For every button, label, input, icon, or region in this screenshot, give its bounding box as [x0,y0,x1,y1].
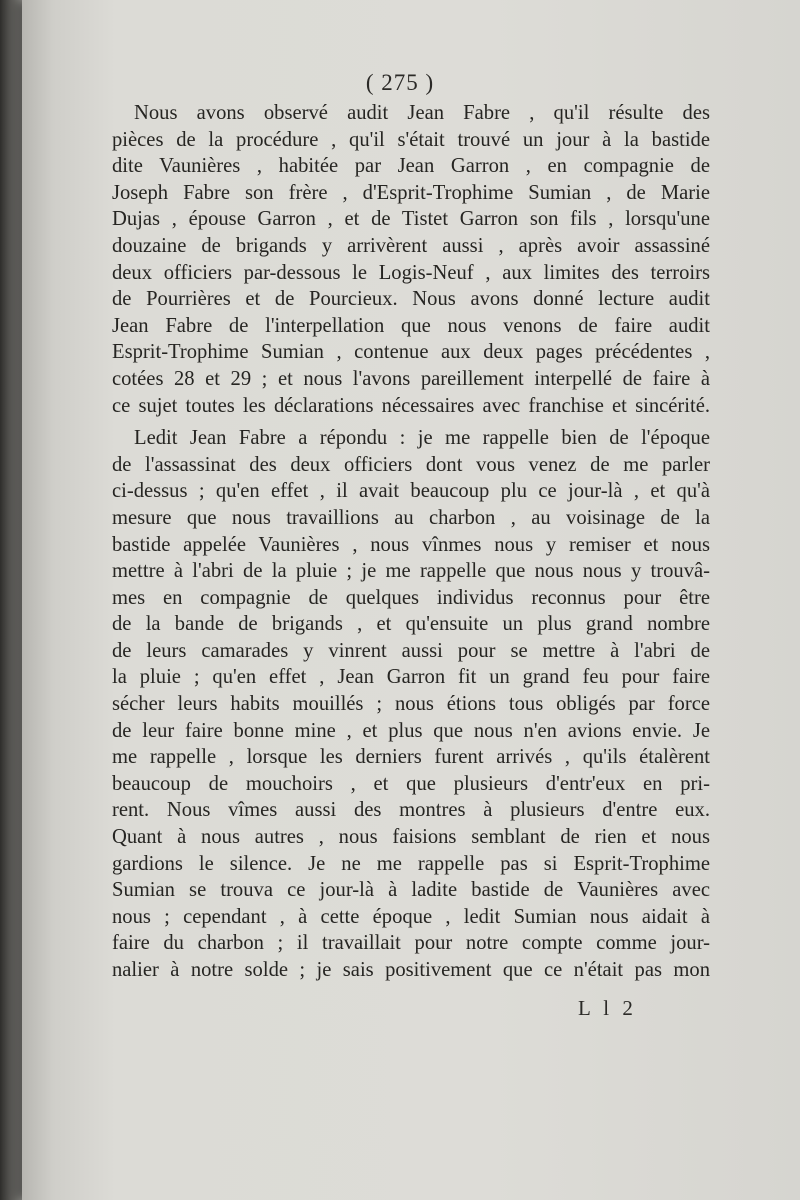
text-line: pièces de la procédure , qu'il s'était trouvé un jour à la bastide [112,128,710,151]
text-line: nous ; cependant , à cette époque , ledit Sumian nous aidait à [112,905,710,928]
text-line: Quant à nous autres , nous faisions semblant de rien et nous [112,826,710,849]
text-line: Dujas , épouse Garron , et de Tistet Garron son fils , lorsqu'une [112,208,710,231]
text-line: de leur faire bonne mine , et plus que nous n'en avions envie. Je [112,719,710,742]
text-line: douzaine de brigands y arrivèrent aussi , après avoir assassiné [112,234,710,257]
text-line: Esprit-Trophime Sumian , contenue aux deux pages précédentes , [112,341,710,364]
text-line: deux officiers par-dessous le Logis-Neuf , aux limites des terroirs [112,261,710,284]
text-line: Ledit Jean Fabre a répondu : je me rappelle bien de l'époque [134,427,710,450]
text-line: ci-dessus ; qu'en effet , il avait beaucoup plu ce jour-là , et qu'à [112,480,710,503]
text-line: Sumian se trouva ce jour-là à ladite bastide de Vaunières avec [112,879,710,902]
text-line: de la bande de brigands , et qu'ensuite un plus grand nombre [112,613,710,636]
text-line: de leurs camarades y vinrent aussi pour se mettre à l'abri de [112,639,710,662]
text-line: rent. Nous vîmes aussi des montres à plusieurs d'entre eux. [112,799,710,822]
text-line: mesure que nous travaillions au charbon , au voisinage de la [112,506,710,529]
text-line: Jean Fabre de l'interpellation que nous venons de faire audit [112,314,710,337]
text-line: nalier à notre solde ; je sais positivement que ce n'était pas mon [112,959,710,981]
text-line: mes en compagnie de quelques individus reconnus pour être [112,586,710,609]
text-line: Nous avons observé audit Jean Fabre , qu'il résulte des [134,102,710,124]
text-line: de l'assassinat des deux officiers dont vous venez de me parler [112,453,710,476]
page-body [112,100,710,984]
signature-mark: L l 2 [578,996,637,1020]
text-line: dite Vaunières , habitée par Jean Garron , en compagnie de [112,155,710,178]
text-line: me rappelle , lorsque les derniers furent arrivés , qu'ils étalèrent [112,746,710,769]
text-line: la pluie ; qu'en effet , Jean Garron fit un grand feu pour faire [112,666,710,689]
text-line: faire du charbon ; il travaillait pour notre compte comme jour- [112,932,710,955]
text-line: bastide appelée Vaunières , nous vînmes nous y remiser et nous [112,533,710,556]
text-line: mettre à l'abri de la pluie ; je me rappelle que nous nous y trouvâ- [112,560,710,583]
text-line: ce sujet toutes les déclarations nécessaires avec franchise et sincérité. [112,394,710,417]
text-line: beaucoup de mouchoirs , et que plusieurs d'entr'eux en pri- [112,772,710,795]
text-line: de Pourrières et de Pourcieux. Nous avons donné lecture audit [112,288,710,311]
text-line: cotées 28 et 29 ; et nous l'avons pareillement interpellé de faire à [112,367,710,390]
text-line: Joseph Fabre son frère , d'Esprit-Trophime Sumian , de Marie [112,181,710,204]
text-line: gardions le silence. Je ne me rappelle pas si Esprit-Trophime [112,852,710,875]
page-number: ( 275 ) [365,70,435,95]
paragraph-interpellation [112,100,710,419]
text-line: sécher leurs habits mouillés ; nous étions tous obligés par force [112,693,710,716]
paragraph-response [112,425,710,983]
